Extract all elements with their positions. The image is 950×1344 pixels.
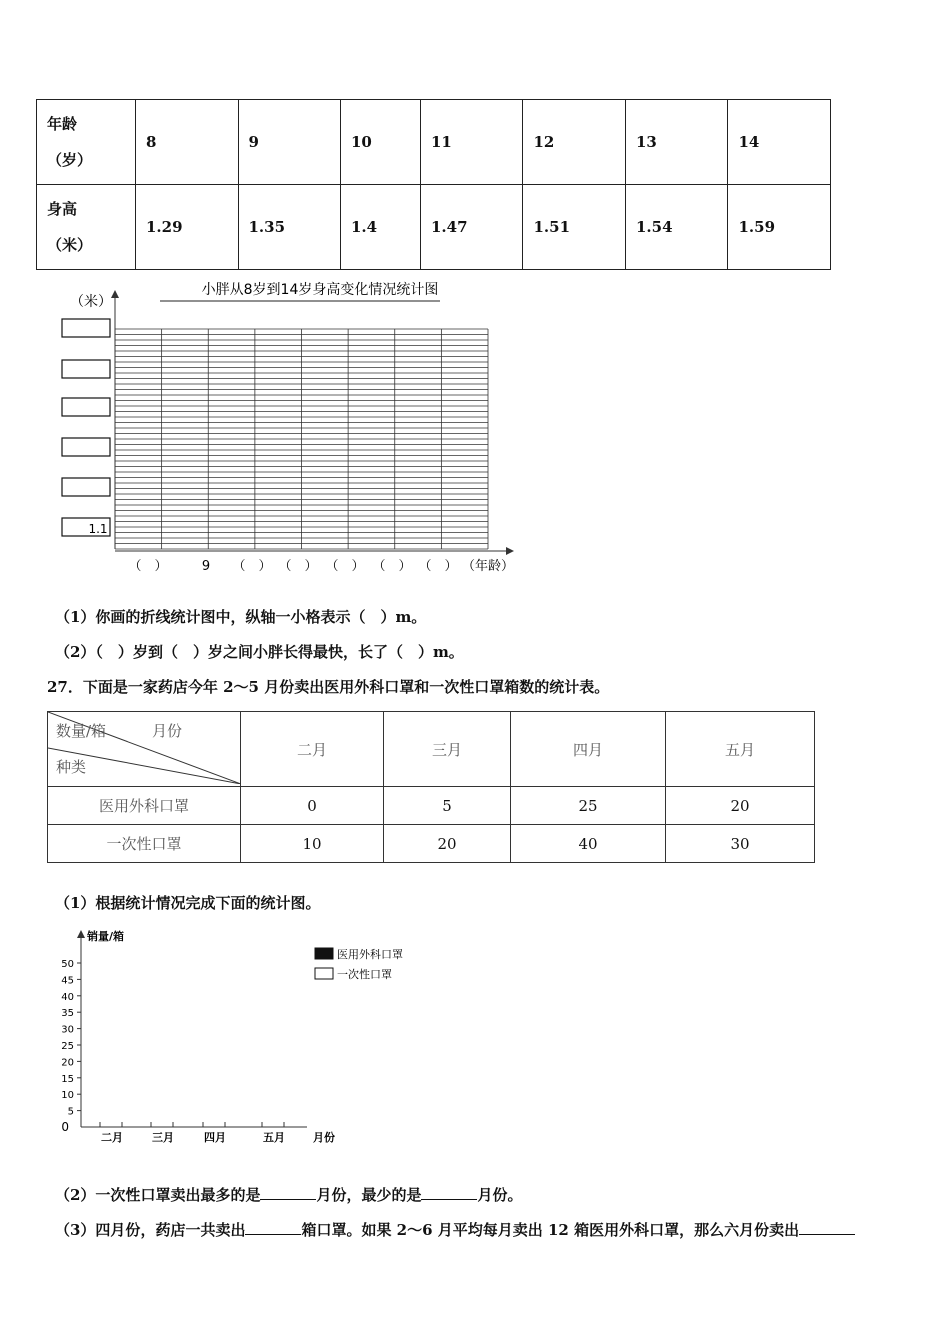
table-row	[48, 787, 815, 825]
q26-2: （2）（ ）岁到（ ）岁之间小胖长得最快，长了（ ）m。	[55, 643, 464, 661]
x-unit-label: （年龄）	[461, 559, 515, 574]
answer-blank[interactable]	[799, 1220, 855, 1235]
corner-kind-label: 种类	[56, 758, 87, 776]
corner-month-label: 月份	[152, 722, 183, 740]
y-tick-label: 20	[61, 1057, 74, 1069]
y-axis-arrow	[111, 290, 119, 298]
age-cell: 9	[238, 100, 341, 185]
diagonal-header-cell	[48, 712, 241, 787]
legend-label-surgical: 医用外科口罩	[337, 948, 403, 961]
age-cell: 8	[136, 100, 239, 185]
q26-1: （1）你画的折线统计图中，纵轴一小格表示（ ）m。	[55, 608, 427, 626]
height-line-chart	[40, 272, 530, 582]
x-category-label: 五月	[263, 1131, 285, 1144]
y-label-box[interactable]	[62, 319, 110, 337]
table-row	[48, 825, 815, 863]
table-cell: 0	[241, 787, 384, 825]
age-height-table	[36, 99, 831, 270]
height-row	[37, 185, 831, 270]
x-axis-label: 月份	[313, 1131, 335, 1144]
q27-3-part-b: 箱口罩。如果 2～6 月平均每月卖出 12 箱医用外科口罩，那么六月份卖出	[301, 1221, 800, 1239]
answer-blank[interactable]	[260, 1185, 316, 1200]
x-axis-arrow	[506, 547, 514, 555]
x-category-label: 三月	[152, 1131, 174, 1144]
y-tick-label: 40	[61, 991, 74, 1003]
month-header: 二月	[241, 712, 384, 787]
q27-3-part-a: （3）四月份，药店一共卖出	[55, 1221, 246, 1239]
x-label: （ ）	[232, 559, 272, 574]
answer-blank[interactable]	[245, 1220, 301, 1235]
q27-3	[55, 1219, 855, 1240]
table-cell: 20	[666, 787, 815, 825]
x-category-label: 四月	[204, 1131, 226, 1144]
age-cell: 12	[523, 100, 626, 185]
corner-qty-label: 数量/箱	[56, 722, 107, 740]
height-unit: （米）	[47, 236, 93, 254]
height-cell: 1.51	[523, 185, 626, 270]
y-tick-label: 30	[61, 1024, 74, 1036]
legend-label-disposable: 一次性口罩	[337, 968, 392, 981]
row-name: 医用外科口罩	[48, 787, 241, 825]
table-cell: 20	[384, 825, 511, 863]
height-cell: 1.59	[728, 185, 831, 270]
age-cell: 13	[625, 100, 728, 185]
y-tick-label: 0	[61, 1120, 69, 1134]
y-tick-label: 25	[61, 1041, 74, 1052]
table-cell: 40	[511, 825, 666, 863]
month-header: 五月	[666, 712, 815, 787]
height-cell: 1.29	[136, 185, 239, 270]
y-label-box[interactable]	[62, 478, 110, 496]
y-tick-label: 10	[61, 1090, 74, 1102]
y-tick-label: 15	[61, 1073, 74, 1085]
x-label: 9	[201, 559, 211, 574]
x-axis-labels	[128, 558, 514, 574]
y-ticks	[61, 959, 81, 1134]
mask-bar-chart	[55, 922, 435, 1152]
table-cell: 25	[511, 787, 666, 825]
answer-blank[interactable]	[421, 1185, 477, 1200]
y-label-boxes	[62, 319, 110, 536]
table-header-row	[48, 712, 815, 787]
y-label-box[interactable]	[62, 438, 110, 456]
row-name: 一次性口罩	[48, 825, 241, 863]
y-start-label: 1.1	[88, 522, 108, 536]
q27-2	[55, 1184, 522, 1205]
legend-swatch-disposable	[315, 968, 333, 979]
q27-2-part-a: （2）一次性口罩卖出最多的是	[55, 1186, 261, 1204]
y-label-box[interactable]	[62, 398, 110, 416]
table-cell: 5	[384, 787, 511, 825]
height-cell: 1.35	[238, 185, 341, 270]
mask-sales-table	[47, 711, 815, 863]
x-label: （ ）	[372, 559, 412, 574]
legend-swatch-surgical	[315, 948, 333, 959]
q27-1: （1）根据统计情况完成下面的统计图。	[55, 894, 321, 912]
age-row	[37, 100, 831, 185]
table-cell: 30	[666, 825, 815, 863]
y-unit-label: （米）	[70, 294, 112, 310]
y-label-box[interactable]	[62, 360, 110, 378]
q27-2-part-c: 月份。	[477, 1186, 523, 1204]
y-tick-label: 50	[61, 959, 74, 970]
chart-title: 小胖从8岁到14岁身高变化情况统计图	[201, 282, 439, 298]
y-axis-arrow	[77, 930, 85, 938]
height-cell: 1.54	[625, 185, 728, 270]
age-cell: 11	[420, 100, 523, 185]
age-label: 年龄	[47, 115, 78, 133]
month-header: 四月	[511, 712, 666, 787]
q27-2-part-b: 月份，最少的是	[316, 1186, 422, 1204]
age-cell: 10	[341, 100, 421, 185]
y-tick-label: 45	[61, 975, 74, 987]
y-axis-label: 销量/箱	[87, 930, 125, 943]
age-header	[37, 100, 136, 185]
chart-grid	[111, 290, 514, 555]
age-unit: （岁）	[47, 151, 93, 169]
x-categories	[100, 1122, 285, 1144]
x-category-label: 二月	[101, 1131, 123, 1144]
y-tick-label: 5	[67, 1106, 74, 1118]
y-tick-label: 35	[61, 1008, 74, 1020]
x-label: （ ）	[128, 559, 168, 574]
height-label: 身高	[47, 200, 78, 218]
x-label: （ ）	[278, 559, 318, 574]
month-header: 三月	[384, 712, 511, 787]
x-label: （ ）	[325, 559, 365, 574]
q27-intro: 27．下面是一家药店今年 2～5 月份卖出医用外科口罩和一次性口罩箱数的统计表。	[47, 678, 610, 696]
table-cell: 10	[241, 825, 384, 863]
x-label: （ ）	[418, 559, 458, 574]
height-cell: 1.47	[420, 185, 523, 270]
age-cell: 14	[728, 100, 831, 185]
height-cell: 1.4	[341, 185, 421, 270]
height-header	[37, 185, 136, 270]
